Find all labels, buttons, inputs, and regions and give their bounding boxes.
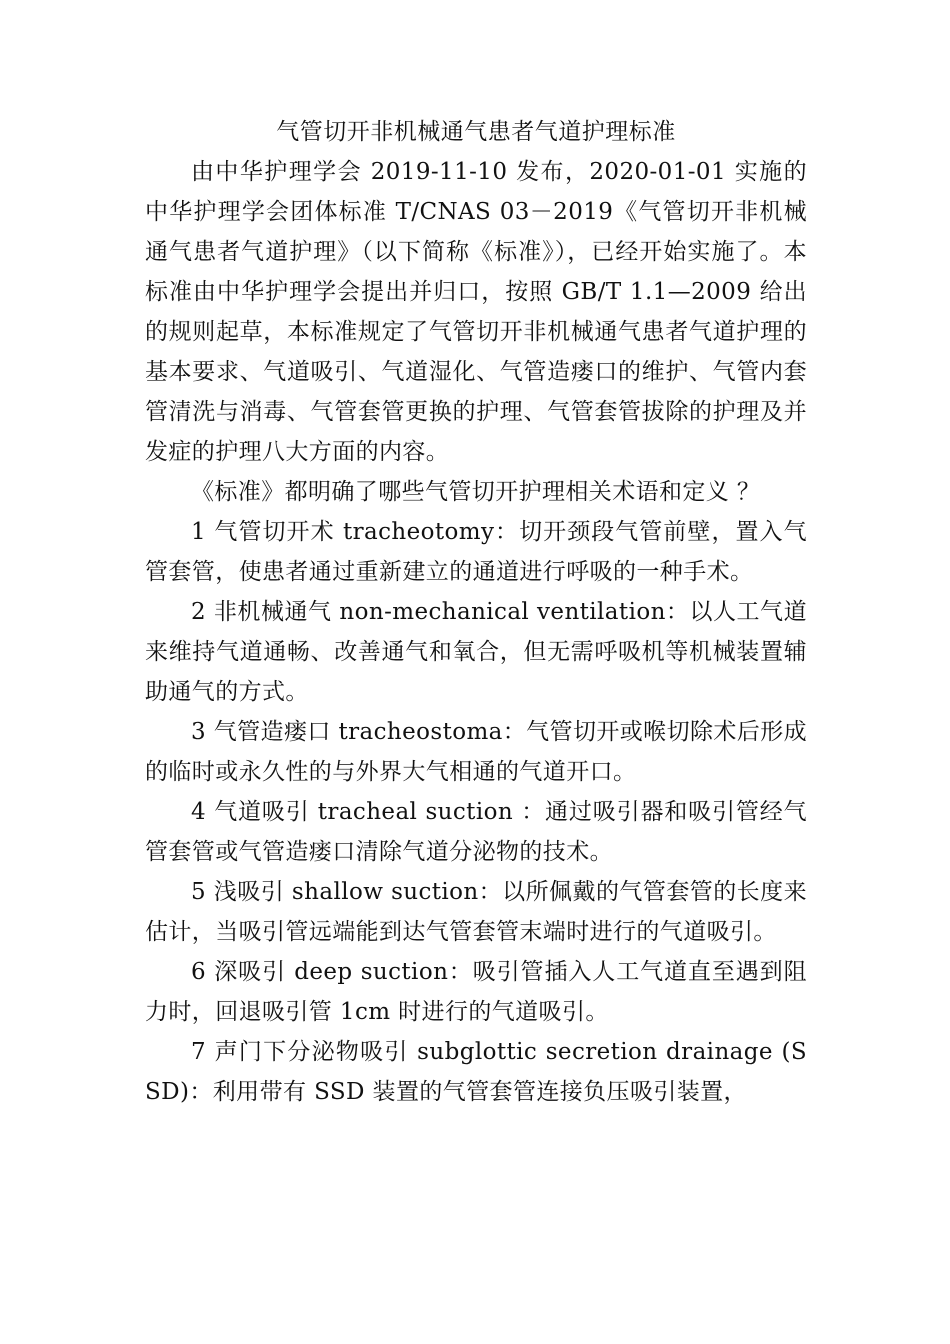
term-tracheotomy: 1 气管切开术 tracheotomy：切开颈段气管前壁，置入气管套管，使患者通过重新建立的通道进行呼吸的一种手术。 (145, 519, 807, 585)
document-title: 气管切开非机械通气患者气道护理标准 (276, 119, 676, 145)
term-subglottic-secretion-drainage: 7 声门下分泌物吸引 subglottic secretion drainage (SSD)：利用带有 SSD 装置的气管套管连接负压吸引装置， (145, 1039, 807, 1105)
term-shallow-suction: 5 浅吸引 shallow suction：以所佩戴的气管套管的长度来估计，当吸引管远端能到达气管套管末端时进行的气道吸引。 (145, 879, 807, 945)
term-non-mechanical-ventilation: 2 非机械通气 non-mechanical ventilation：以人工气道来维持气道通畅、改善通气和氧合，但无需呼吸机等机械装置辅助通气的方式。 (145, 599, 807, 705)
term-tracheostoma: 3 气管造瘘口 tracheostoma：气管切开或喉切除术后形成的临时或永久性的与外界大气相通的气道开口。 (145, 719, 807, 785)
paragraph-intro: 由中华护理学会 2019-11-10 发布，2020-01-01 实施的中华护理学会团体标准 T/CNAS 03－2019《气管切开非机械通气患者气道护理》（以下简称《标准》），已经开始实施了。本标准由中华护理学会提出并归口，按照 GB/T 1.1—2009 给出的规则起草，本标准规定了气管切开非机械通气患者气道护理的基本要求、气道吸引、气道湿化、气管造瘘口的维护、气管内套管清洗与消毒、气管套管更换的护理、气管套管拔除的护理及并发症的护理八大方面的内容。 (145, 159, 807, 465)
term-tracheal-suction: 4 气道吸引 tracheal suction ：通过吸引器和吸引管经气管套管或气管造瘘口清除气道分泌物的技术。 (145, 799, 807, 865)
document-page (145, 112, 807, 1112)
term-deep-suction: 6 深吸引 deep suction：吸引管插入人工气道直至遇到阻力时，回退吸引管 1cm 时进行的气道吸引。 (145, 959, 807, 1025)
paragraph-question: 《标准》都明确了哪些气管切开护理相关术语和定义 ？ (191, 479, 761, 505)
